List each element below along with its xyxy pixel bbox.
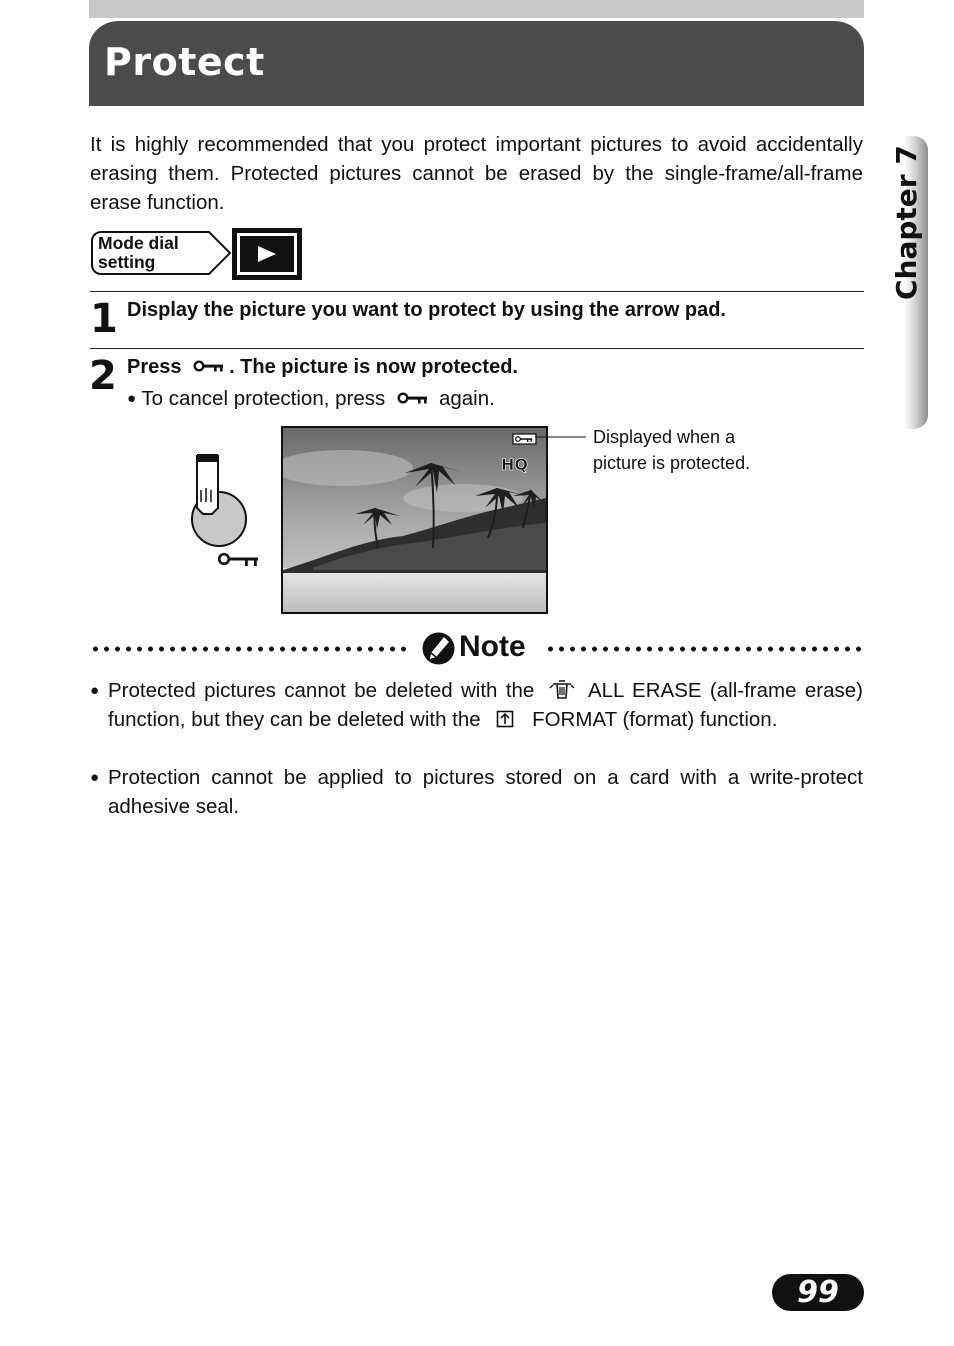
note-text-part: ALL ERASE (all-frame erase) function, but they can be deleted with the [108, 679, 863, 732]
beach-photo [283, 428, 546, 612]
cancel-text-part: again. [438, 387, 495, 410]
header-top-strip [89, 0, 864, 18]
button-press-illustration [185, 450, 265, 572]
page-number: 99 [772, 1274, 864, 1311]
callout-text [593, 424, 750, 476]
note-title: Note [459, 630, 526, 663]
lcd-screen-image [281, 426, 548, 614]
page-title: Protect [104, 40, 265, 84]
callout-line [535, 432, 587, 442]
bullet: ● [90, 769, 100, 786]
mode-dial-label-line2: setting [98, 252, 156, 272]
cancel-instruction [127, 384, 495, 413]
bullet: ● [90, 682, 100, 699]
note-item [90, 763, 863, 821]
step-text: Display the picture you want to protect by using the arrow pad. [127, 299, 726, 321]
note-text-part: FORMAT (format) function. [532, 708, 778, 732]
divider [90, 291, 864, 292]
protect-indicator-icon [513, 434, 536, 444]
cancel-text-part: To cancel protection, press [141, 387, 386, 410]
divider [90, 348, 864, 349]
all-erase-icon [549, 678, 575, 700]
protect-key-icon [397, 391, 431, 405]
note-dotted-rule [90, 646, 410, 652]
callout-line1: Displayed when a [593, 427, 736, 447]
mode-dial-label-line1: Mode dial [98, 233, 179, 253]
step-text-part: . The picture is now protected. [229, 356, 518, 378]
intro-paragraph: It is highly recommended that you protect important pictures to avoid accidentally erasing them. Protected pictures cannot be erased by the single-frame/all-frame erase function. [90, 133, 863, 214]
note-text-part: Protected pictures cannot be deleted with the [108, 679, 535, 702]
callout-line2: picture is protected. [593, 453, 751, 473]
bullet: ● [127, 390, 137, 407]
note-dotted-rule [545, 646, 863, 652]
playback-icon [232, 228, 302, 280]
protect-key-icon [219, 554, 258, 566]
format-icon [496, 710, 514, 728]
protect-key-icon [193, 359, 227, 373]
quality-label: HQ [501, 455, 528, 474]
mode-dial-arrow [190, 231, 232, 275]
step-number: 2 [89, 353, 117, 399]
note-text: Protection cannot be applied to pictures stored on a card with a write-protect adhesive seal. [108, 766, 863, 818]
step-number: 1 [90, 296, 118, 342]
chapter-label: Chapter 7 [890, 145, 923, 300]
note-pencil-icon [422, 632, 455, 665]
step-text [127, 356, 518, 379]
note-item [90, 676, 863, 734]
step-text-part: Press [127, 356, 182, 378]
